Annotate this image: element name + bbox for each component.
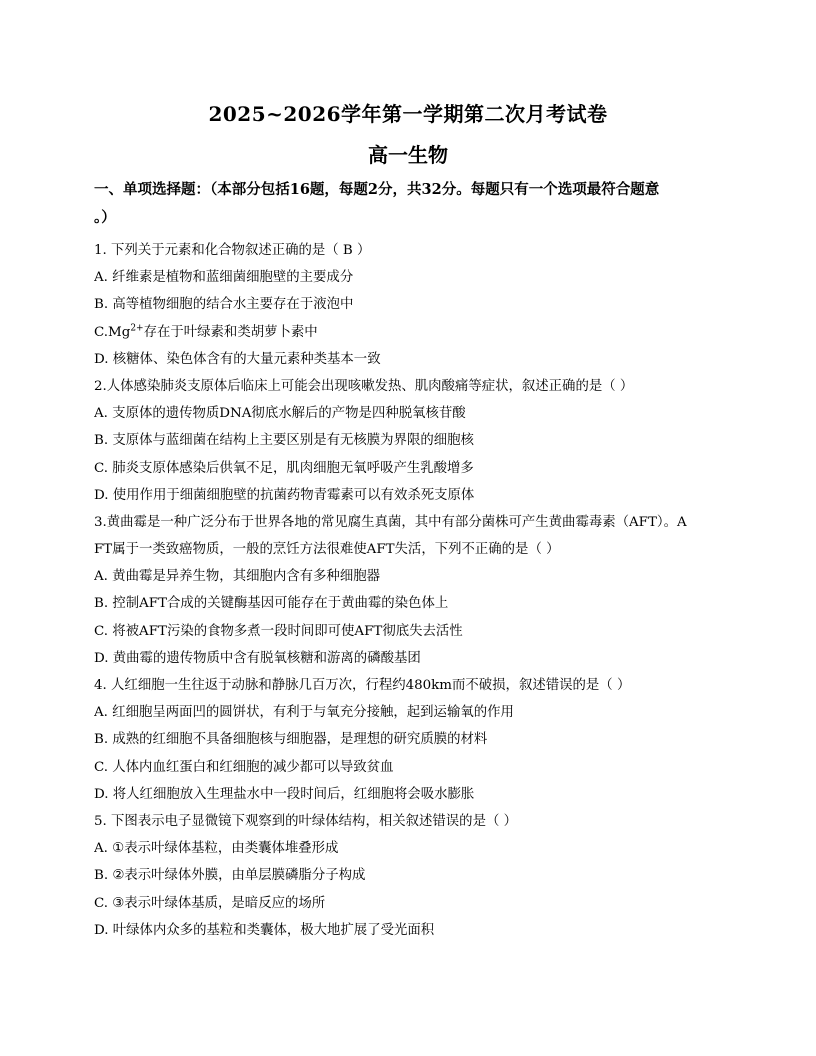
q4-stem: 4. 人红细胞一生往返于动脉和静脉几百万次，行程约480km而不破损，叙述错误的是（ ） [94, 678, 631, 693]
q5-option-d: D. 叶绿体内众多的基粒和类囊体，极大地扩展了受光面积 [94, 922, 435, 938]
q3-stem-line2: FT属于一类致癌物质，一般的烹饪方法很难使AFT失活，下列不正确的是（ ） [94, 542, 560, 558]
q1-option-c-prefix: C.Mg [94, 324, 131, 340]
question-list [94, 237, 734, 944]
q1-option-d: D. 核糖体、染色体含有的大量元素种类基本一致 [94, 351, 381, 367]
q2-stem: 2.人体感染肺炎支原体后临床上可能会出现咳嗽发热、肌肉酸痛等症状，叙述正确的是（ ） [94, 378, 634, 394]
q3-stem-line1: 3.黄曲霉是一种广泛分布于世界各地的常见腐生真菌，其中有部分菌株可产生黄曲霉毒素（AFT）。A [94, 514, 687, 530]
q3-option-b: B. 控制AFT合成的关键酶基因可能存在于黄曲霉的染色体上 [94, 596, 449, 612]
q4-option-c: C. 人体内血红蛋白和红细胞的减少都可以导致贫血 [94, 759, 394, 775]
q3-option-d: D. 黄曲霉的遗传物质中含有脱氧核糖和游离的磷酸基团 [94, 650, 421, 666]
q4-option-d: D. 将人红细胞放入生理盐水中一段时间后，红细胞将会吸水膨胀 [94, 786, 475, 802]
section-heading: 一、单项选择题：（本部分包括16题，每题2分，共32分。每题只有一个选项最符合题意 [94, 181, 660, 198]
q2-option-b: B. 支原体与蓝细菌在结构上主要区别是有无核膜为界限的细胞核 [94, 433, 474, 449]
section-heading-continued: 。） [94, 209, 116, 226]
exam-subject: 高一生物 [368, 143, 448, 167]
q1-option-c-superscript: 2+ [130, 323, 144, 334]
q3-option-a: A. 黄曲霉是异养生物，其细胞内含有多种细胞器 [94, 569, 380, 585]
q5-stem: 5. 下图表示电子显微镜下观察到的叶绿体结构，相关叙述错误的是（ ） [94, 813, 518, 829]
q3-option-c: C. 将被AFT污染的食物多煮一段时间即可使AFT彻底失去活性 [94, 623, 463, 639]
q2-option-d: D. 使用作用于细菌细胞壁的抗菌药物青霉素可以有效杀死支原体 [94, 487, 475, 503]
q2-option-a: A. 支原体的遗传物质DNA彻底水解后的产物是四种脱氧核苷酸 [94, 406, 466, 422]
q1-option-b: B. 高等植物细胞的结合水主要存在于液泡中 [94, 297, 354, 313]
q4-option-a: A. 红细胞呈两面凹的圆饼状，有利于与氧充分接触，起到运输氧的作用 [94, 705, 514, 721]
q1-option-a: A. 纤维素是植物和蓝细菌细胞壁的主要成分 [94, 270, 354, 286]
q2-option-c: C. 肺炎支原体感染后供氧不足，肌肉细胞无氧呼吸产生乳酸增多 [94, 460, 474, 476]
q1-stem: 1. 下列关于元素和化合物叙述正确的是（ B ） [94, 243, 371, 258]
q5-option-c: C. ③表示叶绿体基质，是暗反应的场所 [94, 895, 326, 911]
q4-option-b: B. 成熟的红细胞不具备细胞核与细胞器，是理想的研究质膜的材料 [94, 732, 488, 748]
q1-option-c-text: 存在于叶绿素和类胡萝卜素中 [143, 324, 318, 340]
exam-title: 2025~2026学年第一学期第二次月考试卷 [208, 102, 608, 126]
q1-option-c [94, 319, 734, 346]
q5-option-b: B. ②表示叶绿体外膜，由单层膜磷脂分子构成 [94, 868, 366, 884]
q5-option-a: A. ①表示叶绿体基粒，由类囊体堆叠形成 [94, 841, 339, 857]
